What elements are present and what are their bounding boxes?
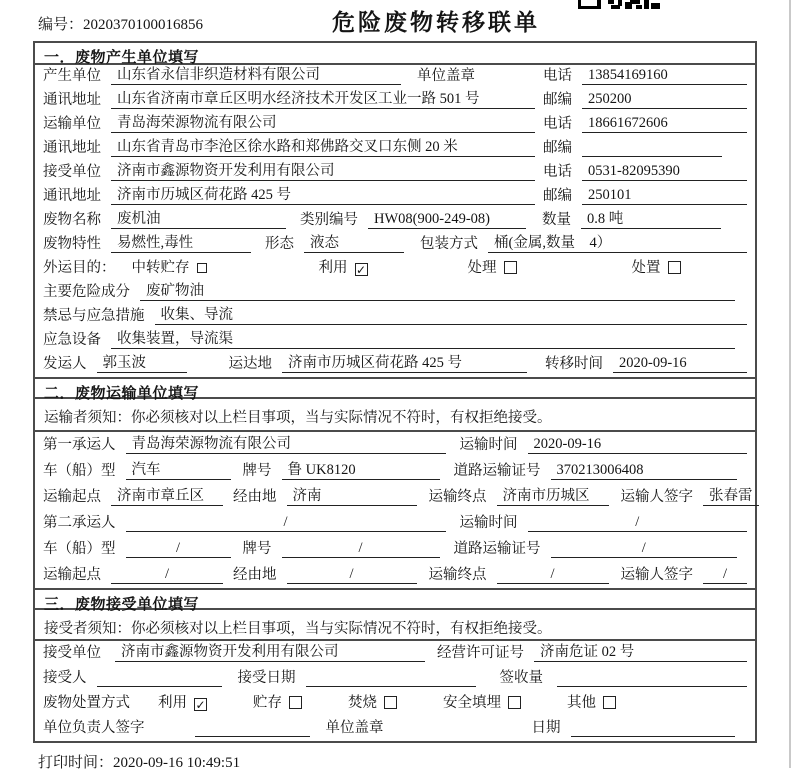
unit-seal3-label: 单位盖章 — [325, 720, 384, 736]
row-receiver — [35, 161, 755, 185]
phone3-field: 0531-82095390 — [582, 163, 747, 181]
disposal-option-other: 其他 — [567, 695, 616, 712]
row-receiver-address — [35, 185, 755, 209]
origin2-label: 运输起点 — [43, 567, 101, 583]
receiver-notice: 接受者须知：你必须核对以上栏目事项，当与实际情况不符时，有权拒绝接受。 — [35, 610, 755, 641]
disposal-option-landfill: 安全填埋 — [443, 695, 521, 712]
consignor-label: 发运人 — [43, 356, 87, 372]
zip3-field: 250101 — [582, 187, 747, 205]
page-title: 危险废物转移联单 — [332, 9, 540, 35]
sign2-field: / — [703, 566, 747, 584]
quantity-label: 数量 — [542, 212, 571, 228]
sign1-label: 运输人签字 — [620, 489, 693, 505]
sign2-label: 运输人签字 — [620, 567, 693, 583]
row-vehicle2 — [35, 536, 755, 562]
plate1-field: 鲁 UK8120 — [282, 462, 440, 480]
disposal-storage-checkbox — [289, 696, 302, 709]
packaging-field: 桶(金属,数量 4） — [488, 235, 747, 253]
category-field: HW08(900-249-08) — [368, 211, 526, 229]
via2-label: 经由地 — [233, 567, 277, 583]
recipient-label: 接受人 — [43, 670, 87, 686]
row-producer-address — [35, 89, 755, 113]
received-qty-label: 签收量 — [499, 670, 543, 686]
address3-field: 济南市历城区荷花路 425 号 — [111, 187, 535, 205]
vehicle2-field: / — [126, 540, 231, 558]
phone1-field: 13854169160 — [582, 67, 747, 85]
time2-label: 运输时间 — [459, 515, 518, 531]
transfer-time-label: 转移时间 — [545, 356, 603, 372]
vehicle2-label: 车（船）型 — [43, 541, 116, 557]
equipment-field: 收集装置，导流渠 — [111, 331, 735, 349]
receiver3-field: 济南市鑫源物资开发利用有限公司 — [115, 644, 425, 662]
disposal-other-checkbox — [603, 696, 616, 709]
transfer-storage-checkbox — [197, 263, 207, 273]
packaging-label: 包装方式 — [420, 236, 478, 252]
equipment-label: 应急设备 — [43, 332, 101, 348]
serial-number-row — [38, 13, 203, 34]
section-producer — [35, 43, 755, 377]
characteristics-field: 易燃性,毒性 — [111, 235, 251, 253]
disposal-option-incinerate: 焚烧 — [348, 695, 397, 712]
responsible-sign-label: 单位负责人签字 — [43, 720, 145, 736]
qr-code-fragment-icon — [578, 0, 660, 9]
disposal-label: 废物处置方式 — [43, 695, 130, 711]
page-edge-divider — [789, 0, 791, 768]
disposal-utilize-checkbox: ✓ — [195, 698, 206, 712]
transfer-form-table — [33, 41, 757, 743]
address2-field: 山东省青岛市李沧区徐水路和郑佛路交叉口东侧 20 米 — [111, 139, 535, 157]
zip1-field: 250200 — [582, 91, 747, 109]
origin1-label: 运输起点 — [43, 489, 101, 505]
disposal-incinerate-checkbox — [384, 696, 397, 709]
measures-field: 收集、导流 — [155, 307, 748, 325]
disposal-landfill-checkbox — [508, 696, 521, 709]
purpose-option-dispose: 处置 — [632, 260, 681, 277]
zip3-label: 邮编 — [543, 188, 572, 204]
row-purpose — [35, 257, 755, 281]
disposal-option-utilize: 利用 ✓ — [158, 695, 206, 712]
transporter-field: 青岛海荣源物流有限公司 — [111, 115, 535, 133]
hazard-label: 主要危险成分 — [43, 284, 130, 300]
section-transporter — [35, 377, 755, 588]
row-first-carrier — [35, 432, 755, 458]
via2-field: / — [287, 566, 417, 584]
row-waste-name — [35, 209, 755, 233]
purpose-label: 外运目的： — [43, 260, 116, 276]
address1-label: 通讯地址 — [43, 92, 101, 108]
destination-field: 济南市历城区荷花路 425 号 — [282, 355, 527, 373]
address3-label: 通讯地址 — [43, 188, 101, 204]
row-recipient — [35, 666, 755, 691]
carrier2-field: / — [126, 514, 446, 532]
receiver-field: 济南市鑫源物资开发利用有限公司 — [111, 163, 535, 181]
end2-field: / — [497, 566, 609, 584]
purpose-option-transfer-storage: 中转贮存 — [132, 260, 207, 277]
carrier2-label: 第二承运人 — [43, 515, 116, 531]
producer-field: 山东省永信非织造材料有限公司 — [111, 67, 401, 85]
end2-label: 运输终点 — [428, 567, 487, 583]
row-disposal-method — [35, 691, 755, 716]
section3-header: 三．废物接受单位填写 — [35, 588, 755, 610]
responsible-sign-field — [195, 719, 310, 737]
phone2-label: 电话 — [543, 116, 572, 132]
form-label: 形态 — [265, 236, 294, 252]
permit-field: 济南危证 02 号 — [534, 644, 747, 662]
license2-field: / — [551, 540, 738, 558]
row-route1 — [35, 484, 755, 510]
receiver3-label: 接受单位 — [43, 645, 101, 661]
plate2-field: / — [282, 540, 440, 558]
via1-label: 经由地 — [233, 489, 277, 505]
waste-name-field: 废机油 — [111, 211, 286, 229]
permit-label: 经营许可证号 — [437, 645, 524, 661]
serial-value: 2020370100016856 — [83, 17, 204, 33]
serial-label: 编号： — [38, 17, 84, 33]
phone2-field: 18661672606 — [582, 115, 747, 133]
row-route2 — [35, 562, 755, 588]
license1-label: 道路运输证号 — [453, 463, 541, 479]
print-time-value: 2020-09-16 10:49:51 — [113, 755, 241, 771]
sign1-field: 张春雷 — [703, 488, 759, 506]
carrier1-label: 第一承运人 — [43, 437, 116, 453]
plate1-label: 牌号 — [242, 463, 272, 479]
vehicle1-label: 车（船）型 — [43, 463, 116, 479]
phone1-label: 电话 — [543, 68, 572, 84]
plate2-label: 牌号 — [242, 541, 272, 557]
form-field: 液态 — [304, 235, 404, 253]
disposal-option-storage: 贮存 — [253, 695, 302, 712]
phone3-label: 电话 — [543, 164, 572, 180]
row-second-carrier — [35, 510, 755, 536]
hazard-field: 废矿物油 — [140, 283, 735, 301]
carrier1-field: 青岛海荣源物流有限公司 — [126, 436, 446, 454]
purpose-option-utilize: 利用 ✓ — [318, 260, 367, 277]
recipient-field — [97, 669, 222, 687]
time1-label: 运输时间 — [459, 437, 518, 453]
row-transporter-address — [35, 137, 755, 161]
measures-label: 禁忌与应急措施 — [43, 308, 145, 324]
row-consignor — [35, 353, 755, 377]
row-producer — [35, 65, 755, 89]
row-vehicle1 — [35, 458, 755, 484]
row-responsible-signature — [35, 716, 755, 741]
address1-field: 山东省济南市章丘区明水经济技术开发区工业一路 501 号 — [111, 91, 535, 109]
transfer-time-field: 2020-09-16 — [613, 355, 747, 373]
origin2-field: / — [111, 566, 223, 584]
row-hazard-components — [35, 281, 755, 305]
end1-label: 运输终点 — [428, 489, 487, 505]
end1-field: 济南市历城区 — [497, 488, 609, 506]
received-qty-field — [557, 669, 747, 687]
transporter-label: 运输单位 — [43, 116, 101, 132]
time1-field: 2020-09-16 — [528, 436, 748, 454]
receive-date-field — [306, 669, 476, 687]
row-transporter — [35, 113, 755, 137]
date-label: 日期 — [531, 720, 561, 736]
section1-header: 一．废物产生单位填写 — [35, 43, 755, 65]
vehicle1-field: 汽车 — [126, 462, 231, 480]
producer-label: 产生单位 — [43, 68, 101, 84]
date-field — [571, 719, 736, 737]
zip2-label: 邮编 — [543, 140, 572, 156]
quantity-field: 0.8 吨 — [581, 211, 721, 229]
row-waste-characteristics — [35, 233, 755, 257]
row-receiving-unit — [35, 641, 755, 666]
via1-field: 济南 — [287, 488, 417, 506]
license2-label: 道路运输证号 — [453, 541, 541, 557]
section-receiver — [35, 588, 755, 741]
zip2-field — [582, 139, 722, 157]
dispose-checkbox — [668, 261, 681, 274]
time2-field: / — [528, 514, 748, 532]
purpose-option-treat: 处理 — [468, 260, 517, 277]
consignor-field: 郭玉波 — [97, 355, 187, 373]
print-time-row — [38, 751, 240, 772]
destination-label: 运达地 — [228, 356, 272, 372]
row-emergency-equipment — [35, 329, 755, 353]
zip1-label: 邮编 — [543, 92, 572, 108]
receiver-label: 接受单位 — [43, 164, 101, 180]
row-emergency-measures — [35, 305, 755, 329]
print-time-label: 打印时间： — [38, 755, 114, 771]
receive-date-label: 接受日期 — [237, 670, 296, 686]
treat-checkbox — [504, 261, 517, 274]
waste-name-label: 废物名称 — [43, 212, 101, 228]
license1-field: 370213006408 — [551, 462, 738, 480]
section2-header: 二．废物运输单位填写 — [35, 377, 755, 399]
category-label: 类别编号 — [300, 212, 358, 228]
address2-label: 通讯地址 — [43, 140, 101, 156]
characteristics-label: 废物特性 — [43, 236, 101, 252]
unit-seal-label: 单位盖章 — [417, 68, 475, 84]
utilize-checkbox: ✓ — [355, 263, 367, 277]
origin1-field: 济南市章丘区 — [111, 488, 223, 506]
transporter-notice: 运输者须知：你必须核对以上栏目事项，当与实际情况不符时，有权拒绝接受。 — [35, 399, 755, 432]
